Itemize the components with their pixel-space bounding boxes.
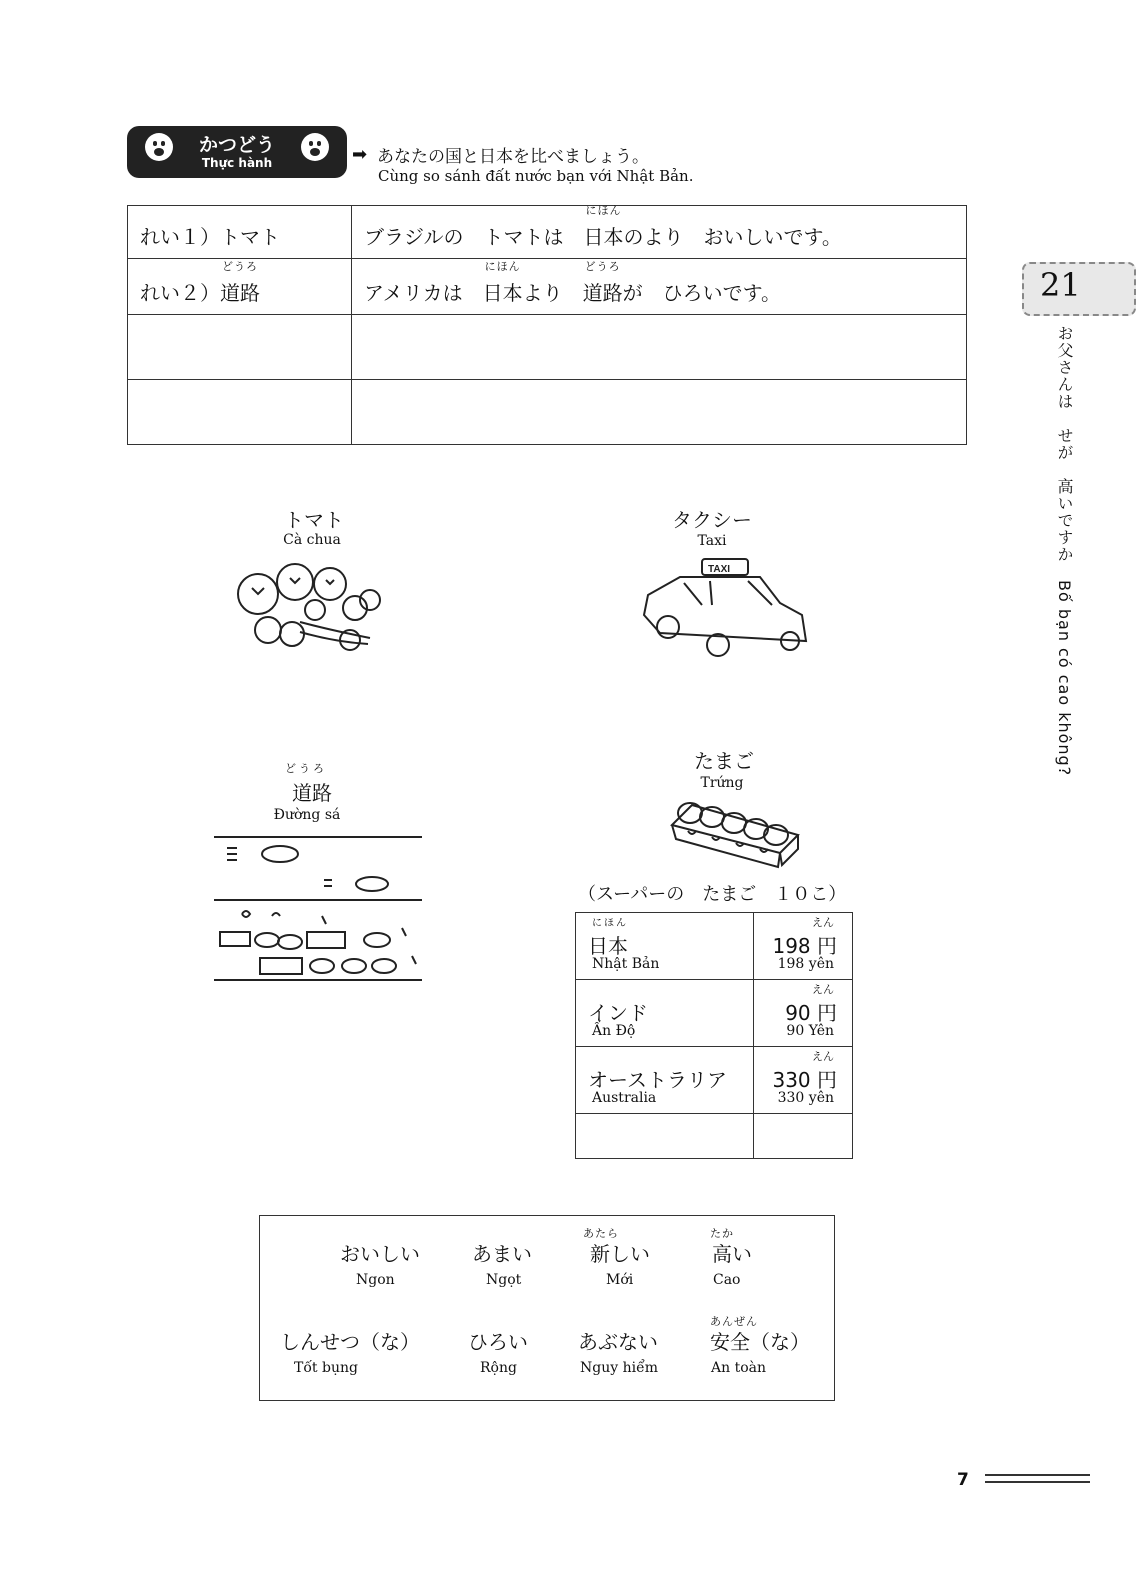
- vocab-jp: 新しい: [590, 1242, 650, 1266]
- table-row: [576, 1114, 853, 1159]
- lesson-number: 21: [1040, 266, 1081, 304]
- face-icon: [145, 133, 173, 161]
- vocab-vi: An toàn: [711, 1360, 766, 1376]
- egg-price-title: （スーパーの たまご １０こ）: [578, 884, 847, 905]
- blank-cell[interactable]: [128, 315, 352, 380]
- table-row: [128, 315, 967, 380]
- taxi-illustration: [640, 555, 810, 665]
- country-cell: インド Ấn Độ: [576, 980, 754, 1047]
- egg-label-jp: たまご: [694, 749, 754, 773]
- price-cell: えん 330 円 330 yên: [754, 1047, 853, 1114]
- vocab-reading: あんぜん: [710, 1315, 758, 1328]
- example-sentence: ブラジルの トマトは にほん 日本のより おいしいです。: [352, 206, 967, 259]
- table-row: [576, 913, 853, 980]
- egg-carton-illustration: [668, 795, 803, 870]
- tomato-label-vi: Cà chua: [283, 532, 341, 548]
- vocab-jp: しんせつ（な）: [280, 1330, 420, 1354]
- example-sentence: アメリカは にほん 日本より どうろ 道路が ひろいです。: [352, 259, 967, 315]
- tomato-illustration: [230, 560, 395, 660]
- vocab-jp: 高い: [712, 1242, 752, 1266]
- country-cell: にほん 日本 Nhật Bản: [576, 913, 754, 980]
- footer-rule: [985, 1481, 1090, 1483]
- road-label-jp: 道路: [292, 781, 332, 805]
- face-icon: [301, 133, 329, 161]
- example-label: れい２） どうろ 道路: [128, 259, 352, 315]
- badge-subtitle: Thực hành: [201, 156, 273, 170]
- blank-cell[interactable]: [576, 1114, 754, 1159]
- taxi-label-vi: Taxi: [697, 533, 727, 549]
- instruction-vi: Cùng so sánh đất nước bạn với Nhật Bản.: [378, 167, 694, 185]
- taxi-label-jp: タクシー: [672, 508, 752, 532]
- price-cell: えん 90 円 90 Yên: [754, 980, 853, 1047]
- egg-label-vi: Trứng: [700, 775, 744, 791]
- road-reading: どうろ: [285, 762, 327, 775]
- instruction-jp: あなたの国と日本を比べましょう。: [377, 147, 649, 167]
- vocab-reading: あたら: [583, 1227, 619, 1240]
- vocab-vi: Cao: [713, 1272, 741, 1288]
- example-label: れい１）トマト: [128, 206, 352, 259]
- vocab-jp: 安全（な）: [710, 1330, 810, 1354]
- egg-price-table: [575, 912, 853, 1159]
- activity-badge: [127, 126, 347, 178]
- price-cell: えん 198 円 198 yên: [754, 913, 853, 980]
- arrow-right-icon: ➡: [352, 144, 368, 165]
- taxi-sign-text: TAXI: [708, 564, 731, 575]
- vocab-vi: Tốt bụng: [294, 1360, 358, 1376]
- vocab-vi: Ngon: [356, 1272, 395, 1288]
- country-cell: オーストラリア Australia: [576, 1047, 754, 1114]
- tomato-label-jp: トマト: [284, 508, 344, 532]
- vocab-jp: あぶない: [578, 1330, 658, 1354]
- table-row: [128, 380, 967, 445]
- example-table: [127, 205, 967, 445]
- lesson-title-vertical: お父さんは せが 高いですか Bố bạn có cao không?: [1055, 325, 1074, 777]
- blank-cell[interactable]: [352, 380, 967, 445]
- blank-cell[interactable]: [352, 315, 967, 380]
- footer-rule: [985, 1474, 1090, 1476]
- page-number: 7: [957, 1470, 969, 1490]
- badge-title: かつどう: [198, 134, 275, 156]
- blank-cell[interactable]: [754, 1114, 853, 1159]
- vocabulary-box: [259, 1215, 835, 1401]
- blank-cell[interactable]: [128, 380, 352, 445]
- vocab-vi: Rộng: [480, 1360, 517, 1376]
- vocab-vi: Ngọt: [486, 1272, 522, 1288]
- vocab-jp: おいしい: [340, 1242, 420, 1266]
- road-illustration: [212, 832, 427, 982]
- vocab-jp: あまい: [472, 1242, 532, 1266]
- vocab-jp: ひろい: [468, 1330, 528, 1354]
- road-label-vi: Đường sá: [273, 807, 341, 823]
- vocab-vi: Mới: [606, 1272, 634, 1288]
- vocab-vi: Nguy hiểm: [580, 1360, 658, 1376]
- table-row: [128, 206, 967, 259]
- table-row: [128, 259, 967, 315]
- table-row: [576, 980, 853, 1047]
- table-row: [576, 1047, 853, 1114]
- vocab-reading: たか: [710, 1227, 734, 1240]
